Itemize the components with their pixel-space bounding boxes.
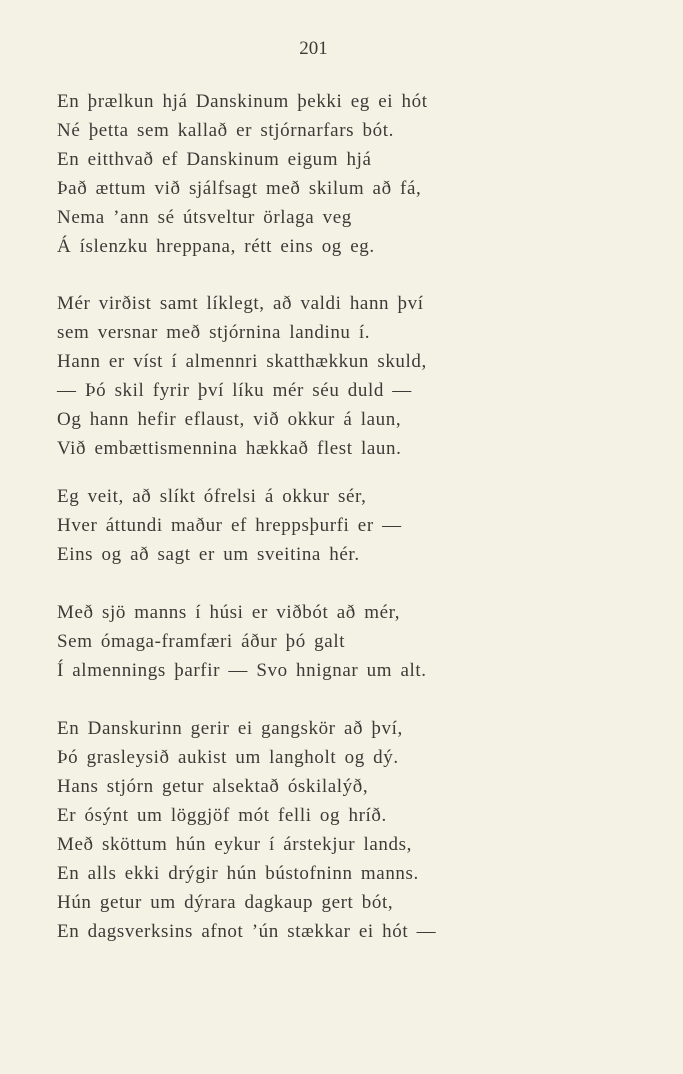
page-number: 201 xyxy=(299,38,328,59)
verse-line: Er ósýnt um löggjöf mót felli og hríð. xyxy=(57,805,387,826)
verse-line: Í almennings þarfir — Svo hnignar um alt. xyxy=(57,660,427,681)
verse-line: Þó grasleysið aukist um langholt og dý. xyxy=(57,747,399,768)
verse-line: Hann er víst í almennri skatthækkun skuld, xyxy=(57,351,427,372)
verse-line: En dagsverksins afnot ’ún stækkar ei hót — xyxy=(57,921,437,942)
verse-line: En Danskurinn gerir ei gangskör að því, xyxy=(57,718,403,739)
stanza-1 xyxy=(57,87,657,261)
verse-line: Hver áttundi maður ef hreppsþurfi er — xyxy=(57,515,402,536)
stanza-2 xyxy=(57,289,657,463)
verse-line: En alls ekki drýgir hún bústofninn manns. xyxy=(57,863,419,884)
stanza-3 xyxy=(57,482,657,569)
verse-line: Og hann hefir eflaust, við okkur á laun, xyxy=(57,409,402,430)
verse-line: — Þó skil fyrir því líku mér séu duld — xyxy=(57,380,412,401)
stanza-4 xyxy=(57,598,657,685)
verse-line: Með sjö manns í húsi er viðbót að mér, xyxy=(57,602,401,623)
verse-line: Með sköttum hún eykur í árstekjur lands, xyxy=(57,834,412,855)
stanza-5 xyxy=(57,714,657,946)
verse-line: Það ættum við sjálfsagt með skilum að fá, xyxy=(57,178,422,199)
verse-line: Eg veit, að slíkt ófrelsi á okkur sér, xyxy=(57,486,367,507)
verse-line: Nema ’ann sé útsveltur örlaga veg xyxy=(57,207,352,228)
verse-line: Við embættismennina hækkað flest laun. xyxy=(57,438,402,459)
verse-line: Á íslenzku hreppana, rétt eins og eg. xyxy=(57,236,375,257)
verse-line: Sem ómaga-framfæri áður þó galt xyxy=(57,631,346,652)
verse-line: sem versnar með stjórnina landinu í. xyxy=(57,322,371,343)
verse-line: Hans stjórn getur alsektað óskilalýð, xyxy=(57,776,369,797)
verse-line: Mér virðist samt líklegt, að valdi hann því xyxy=(57,293,424,314)
verse-line: En eitthvað ef Danskinum eigum hjá xyxy=(57,149,372,170)
verse-line: Eins og að sagt er um sveitina hér. xyxy=(57,544,360,565)
verse-line: En þrælkun hjá Danskinum þekki eg ei hót xyxy=(57,91,428,112)
verse-line: Né þetta sem kallað er stjórnarfars bót. xyxy=(57,120,394,141)
verse-line: Hún getur um dýrara dagkaup gert bót, xyxy=(57,892,394,913)
